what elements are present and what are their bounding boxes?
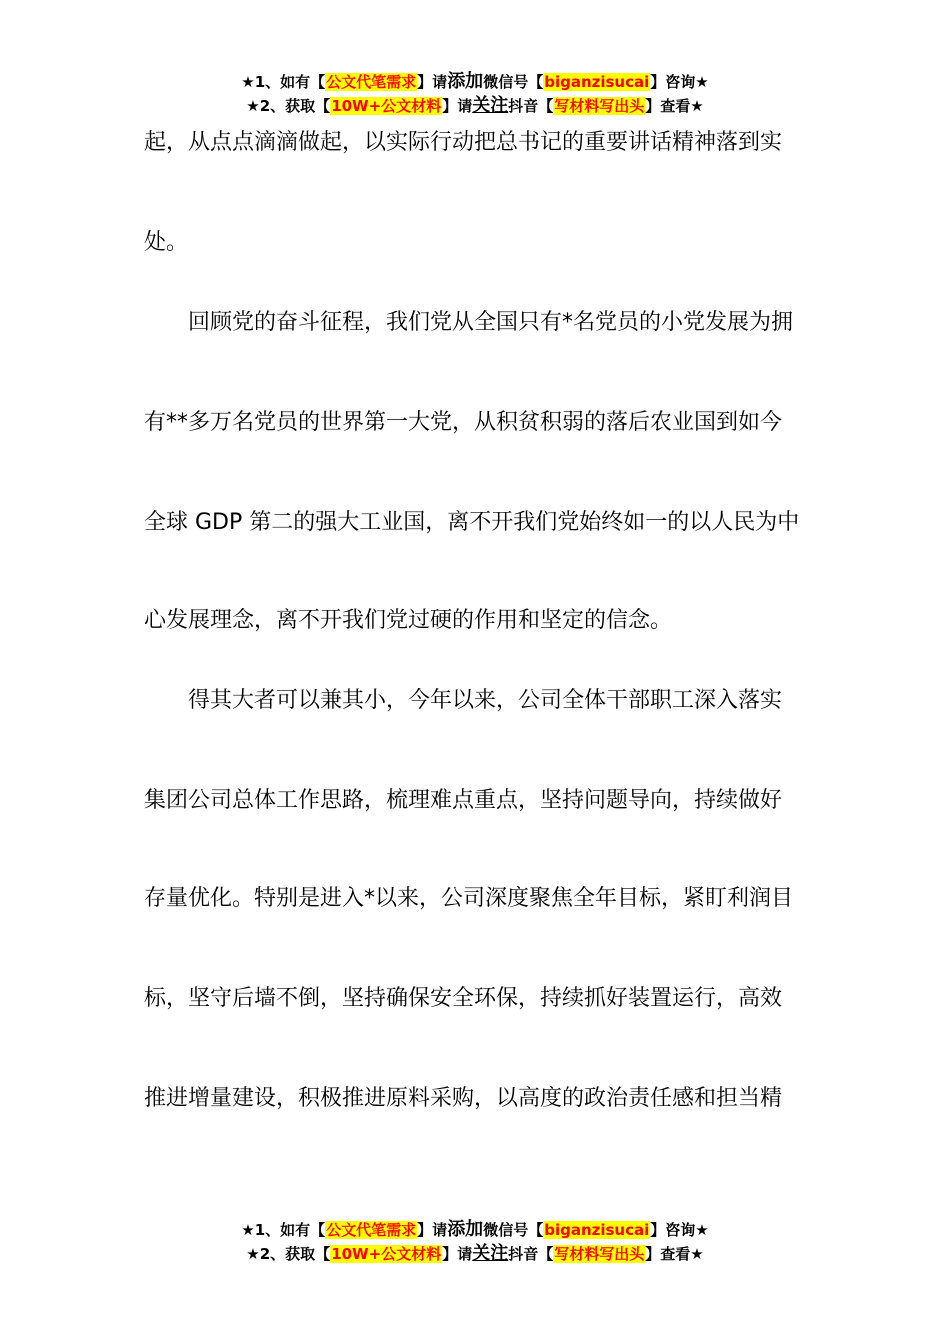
- body-line: 回顾党的奋斗征程，我们党从全国只有*名党员的小党发展为拥: [188, 310, 794, 335]
- banner-text: ★1、如有【: [241, 73, 326, 91]
- banner-line-2: [0, 94, 950, 118]
- emphasis-text: 添加: [447, 1219, 484, 1240]
- body-line: 存量优化。特别是进入*以来，公司深度聚焦全年目标，紧盯利润目: [144, 886, 794, 911]
- banner-text: 】咨询★: [650, 1221, 709, 1239]
- banner-text: 】请: [417, 1221, 448, 1239]
- body-line: 全球 GDP 第二的强大工业国，离不开我们党始终如一的以人民为中: [144, 510, 800, 535]
- banner-text: 】咨询★: [650, 73, 709, 91]
- highlight-text: 写材料写出头: [554, 1245, 645, 1263]
- highlight-text: 10W+公文材料: [331, 97, 442, 115]
- highlight-text: 公文代笔需求: [326, 1221, 417, 1239]
- banner-text: 】查看★: [645, 97, 704, 115]
- banner-line-2: [0, 1242, 950, 1266]
- banner-text: 】请: [442, 1245, 473, 1263]
- banner-text: 抖音【: [508, 1245, 554, 1263]
- banner-line-1: [0, 70, 950, 94]
- body-line: 处。: [144, 230, 189, 255]
- body-line: 得其大者可以兼其小，今年以来，公司全体干部职工深入落实: [188, 688, 783, 713]
- banner-text: 】请: [442, 97, 473, 115]
- banner-text: 微信号【: [483, 73, 544, 91]
- body-line: 有**多万名党员的世界第一大党，从积贫积弱的落后农业国到如今: [144, 410, 783, 435]
- header-banner: [0, 70, 950, 118]
- banner-text: ★2、获取【: [246, 1245, 331, 1263]
- banner-line-1: [0, 1218, 950, 1242]
- banner-text: ★1、如有【: [241, 1221, 326, 1239]
- banner-text: ★2、获取【: [246, 97, 331, 115]
- body-line: 心发展理念，离不开我们党过硬的作用和坚定的信念。: [144, 608, 673, 633]
- emphasis-text: 关注: [472, 95, 509, 116]
- emphasis-text: 关注: [472, 1243, 509, 1264]
- banner-text: 】请: [417, 73, 448, 91]
- body-line: 集团公司总体工作思路，梳理难点重点，坚持问题导向，持续做好: [144, 788, 783, 813]
- footer-banner: [0, 1218, 950, 1266]
- banner-text: 】查看★: [645, 1245, 704, 1263]
- highlight-text: 公文代笔需求: [326, 73, 417, 91]
- banner-text: 抖音【: [508, 97, 554, 115]
- highlight-text: biganzisucai: [544, 1221, 650, 1239]
- highlight-text: 10W+公文材料: [331, 1245, 442, 1263]
- highlight-text: biganzisucai: [544, 73, 650, 91]
- body-line: 起，从点点滴滴做起，以实际行动把总书记的重要讲话精神落到实: [144, 130, 783, 155]
- body-line: 推进增量建设，积极推进原料采购，以高度的政治责任感和担当精: [144, 1086, 783, 1111]
- emphasis-text: 添加: [447, 71, 484, 92]
- banner-text: 微信号【: [483, 1221, 544, 1239]
- body-line: 标，坚守后墙不倒，坚持确保安全环保，持续抓好装置运行，高效: [144, 986, 783, 1011]
- highlight-text: 写材料写出头: [554, 97, 645, 115]
